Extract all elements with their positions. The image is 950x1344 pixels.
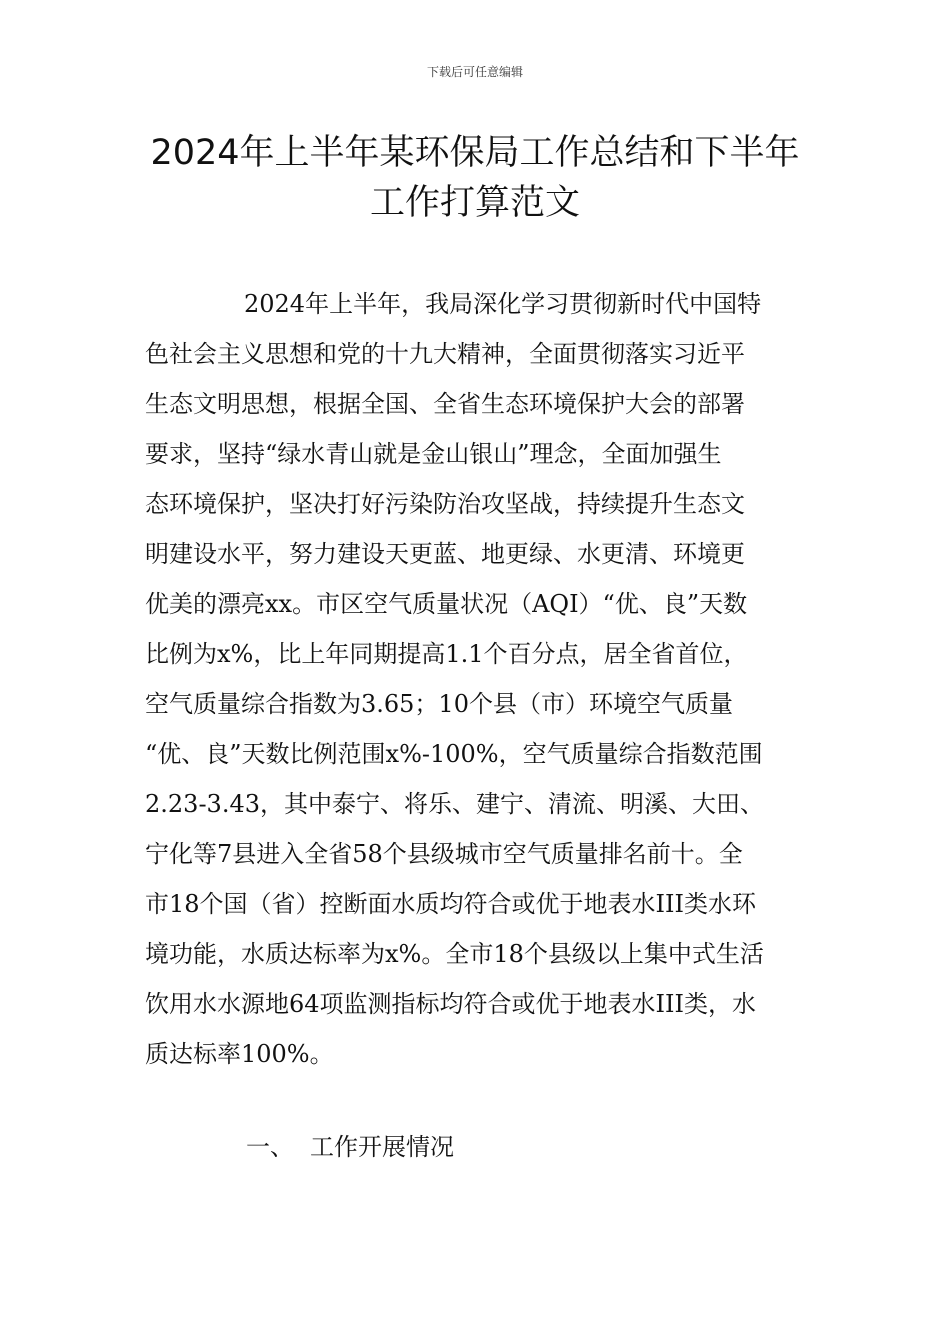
body-line: 2024年上半年，我局深化学习贯彻新时代中国特 xyxy=(244,290,762,318)
section-number: 一、 xyxy=(246,1133,294,1161)
body-line: 色社会主义思想和党的十九大精神，全面贯彻落实习近平 xyxy=(145,340,745,368)
section-heading xyxy=(246,1122,454,1172)
body-line: 优美的漂亮xx。市区空气质量状况（AQI）“优、良”天数 xyxy=(145,590,748,618)
body-line: 市18个国（省）控断面水质均符合或优于地表水III类水环 xyxy=(145,890,756,918)
body-line: 空气质量综合指数为3.65；10个县（市）环境空气质量 xyxy=(145,690,733,718)
body-line: 2.23-3.43，其中泰宁、将乐、建宁、清流、明溪、大田、 xyxy=(145,790,764,818)
body-line: 要求，坚持“绿水青山就是金山银山”理念，全面加强生 xyxy=(145,440,722,468)
body-line: 质达标率100%。 xyxy=(145,1040,334,1068)
body-line: 生态文明思想，根据全国、全省生态环境保护大会的部署 xyxy=(145,390,745,418)
body-line: 宁化等7县进入全省58个县级城市空气质量排名前十。全 xyxy=(145,840,743,868)
document-title xyxy=(100,128,850,228)
title-line: 工作打算范文 xyxy=(369,183,580,223)
section-title: 工作开展情况 xyxy=(310,1133,454,1161)
body-line: 境功能，水质达标率为x%。全市18个县级以上集中式生活 xyxy=(145,940,764,968)
body-line: 态环境保护，坚决打好污染防治攻坚战，持续提升生态文 xyxy=(145,490,745,518)
body-line: 饮用水水源地64项监测指标均符合或优于地表水III类，水 xyxy=(145,990,756,1018)
body-line: 明建设水平，努力建设天更蓝、地更绿、水更清、环境更 xyxy=(145,540,745,568)
body-paragraph xyxy=(145,279,810,1079)
header-note: 下载后可任意编辑 xyxy=(426,65,523,79)
title-line: 2024年上半年某环保局工作总结和下半年 xyxy=(150,133,800,173)
body-line: “优、良”天数比例范围x%-100%，空气质量综合指数范围 xyxy=(145,740,763,768)
body-line: 比例为x%，比上年同期提高1.1个百分点，居全省首位， xyxy=(145,640,748,668)
